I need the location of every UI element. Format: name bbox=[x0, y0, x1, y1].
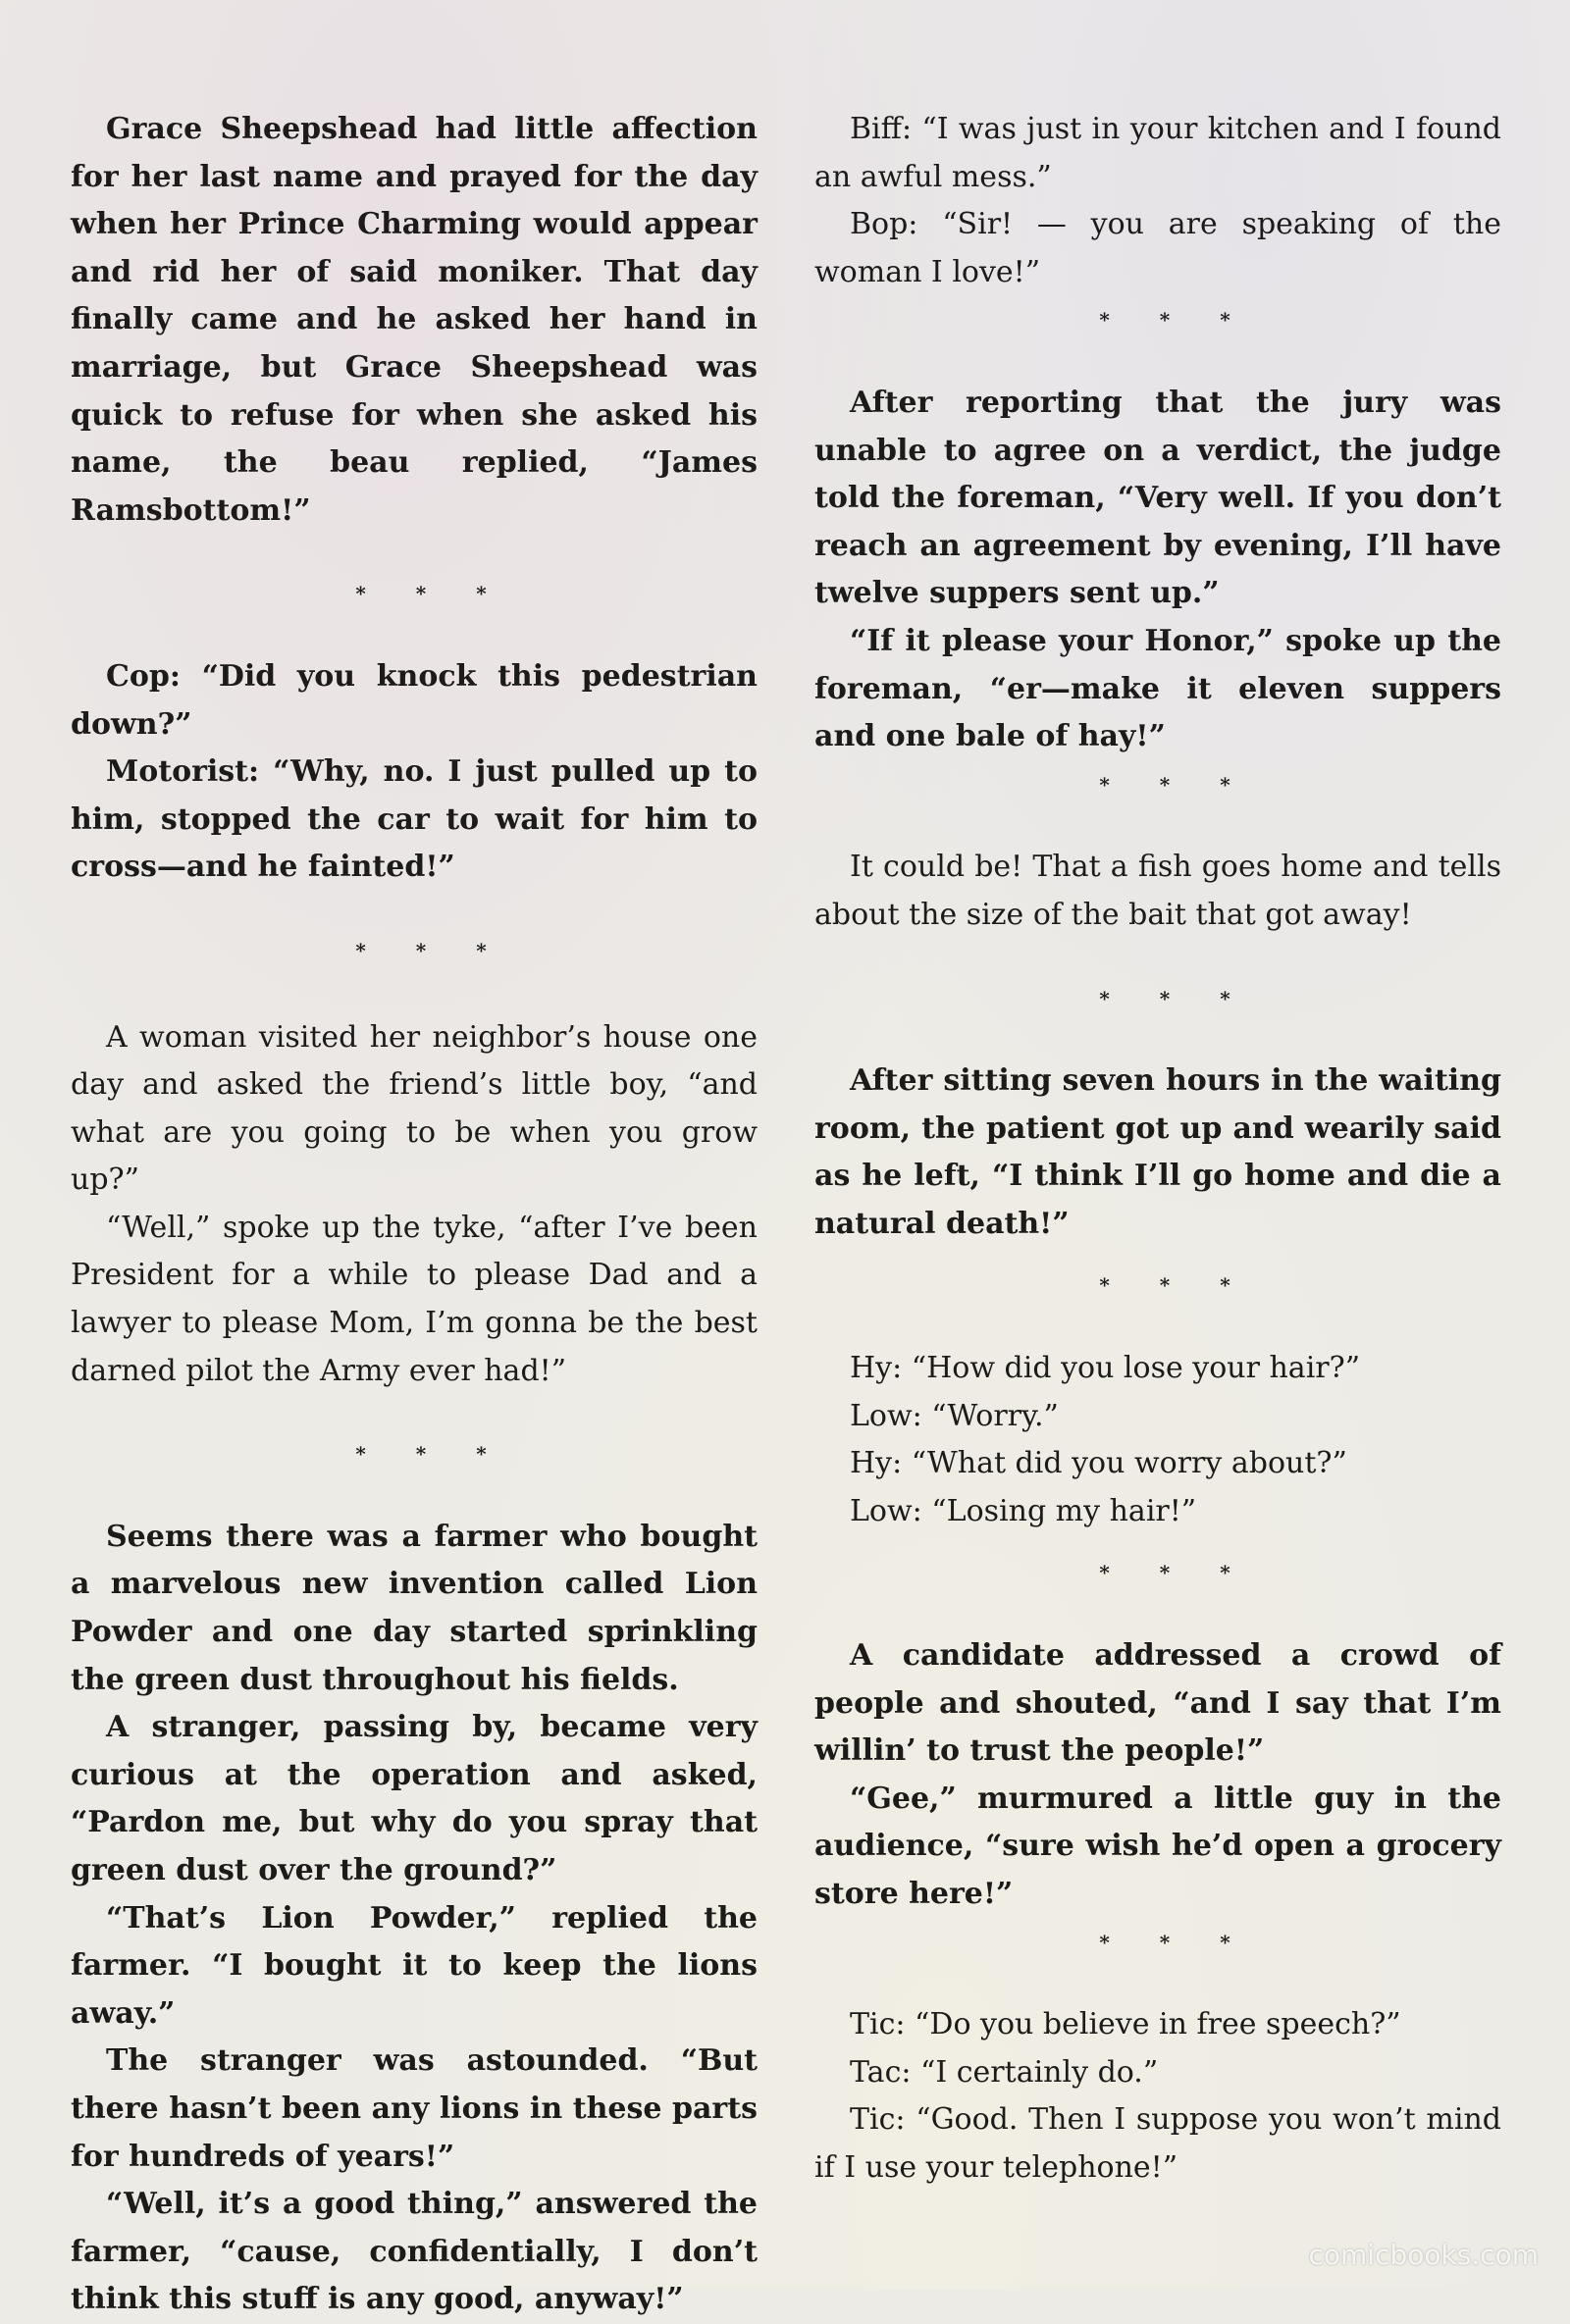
joke-neighbor: A woman visited her neighbor’s house one day and asked the friend’s little boy, “and what are you going to be when you grow up?” bbox=[71, 1019, 758, 1198]
separator-stars: * * * bbox=[1099, 986, 1252, 1010]
joke-low-line-2: Low: “Losing my hair!” bbox=[850, 1493, 1197, 1528]
joke-tic-line-2: Tic: “Good. Then I suppose you won’t mind if I use your telephone!” bbox=[814, 2102, 1501, 2185]
joke-patient: After sitting seven hours in the waiting room, the patient got up and wearily said as he left, “I think I’ll go home and die a natural death!” bbox=[814, 1063, 1501, 1241]
separator-stars: * * * bbox=[1099, 1561, 1252, 1585]
separator-stars: * * * bbox=[1099, 308, 1252, 333]
joke-farmer-reply: “That’s Lion Powder,” replied the farmer. “I bought it to keep the lions away.” bbox=[71, 1900, 758, 2031]
joke-guy-reply: “Gee,” murmured a little guy in the audience, “sure wish he’d open a grocery store here!” bbox=[814, 1781, 1501, 1911]
joke-jury: After reporting that the jury was unable to agree on a verdict, the judge told the foreman, “Very well. If you don’t reach an agreement by evening, I’ll have twelve suppers sent up.” bbox=[814, 385, 1501, 611]
joke-sheepshead: Grace Sheepshead had little affection for her last name and prayed for the day when her Prince Charming would appear and rid her of said moniker. That day finally came and he asked her hand in marriage, but Grace Sheepshead was quick to refuse for when she asked his name, the beau replied, “James Ramsbottom!” bbox=[71, 112, 758, 528]
watermark-text: comicbooks.com bbox=[1308, 2239, 1539, 2271]
left-column bbox=[71, 106, 758, 2324]
joke-tac-line: Tac: “I certainly do.” bbox=[850, 2054, 1159, 2090]
joke-low-line-1: Low: “Worry.” bbox=[850, 1398, 1059, 1433]
joke-biff-line: Biff: “I was just in your kitchen and I found an awful mess.” bbox=[814, 112, 1501, 194]
separator-stars: * * * bbox=[355, 1442, 508, 1467]
separator-stars: * * * bbox=[355, 582, 508, 606]
joke-candidate: A candidate addressed a crowd of people and shouted, “and I say that I’m willin’ to trust the people!” bbox=[814, 1638, 1501, 1769]
separator-stars: * * * bbox=[1099, 772, 1252, 797]
joke-tic-line-1: Tic: “Do you believe in free speech?” bbox=[850, 2007, 1401, 2042]
joke-bop-line: Bop: “Sir! — you are speaking of the woman I love!” bbox=[814, 207, 1501, 289]
joke-stranger-astounded: The stranger was astounded. “But there hasn’t been any lions in these parts for hundreds of years!” bbox=[71, 2043, 758, 2174]
joke-stranger-question: A stranger, passing by, became very curious at the operation and asked, “Pardon me, but why do you spray that green dust over the ground?” bbox=[71, 1710, 758, 1887]
joke-tyke-reply: “Well,” spoke up the tyke, “after I’ve been President for a while to please Dad and a lawyer to please Mom, I’m gonna be the best darned pilot the Army ever had!” bbox=[71, 1210, 758, 1388]
joke-farmer-intro: Seems there was a farmer who bought a marvelous new invention called Lion Powder and one day started sprinkling the green dust throughout his fields. bbox=[71, 1519, 758, 1697]
joke-fish: It could be! That a fish goes home and tells about the size of the bait that got away! bbox=[814, 850, 1501, 932]
joke-hy-line-2: Hy: “What did you worry about?” bbox=[850, 1446, 1347, 1481]
joke-cop-line: Cop: “Did you knock this pedestrian down?” bbox=[71, 658, 758, 742]
joke-foreman-reply: “If it please your Honor,” spoke up the foreman, “er—make it eleven suppers and one bale of hay!” bbox=[814, 623, 1501, 754]
separator-stars: * * * bbox=[355, 938, 508, 962]
right-column bbox=[814, 106, 1501, 2193]
joke-motorist-line: Motorist: “Why, no. I just pulled up to him, stopped the car to wait for him to cross—and he fainted!” bbox=[71, 754, 758, 885]
joke-hy-line-1: Hy: “How did you lose your hair?” bbox=[850, 1351, 1361, 1386]
separator-stars: * * * bbox=[1099, 1930, 1252, 1954]
separator-stars: * * * bbox=[1099, 1273, 1252, 1298]
joke-farmer-punchline: “Well, it’s a good thing,” answered the farmer, “cause, confidentially, I don’t think this stuff is any good, anyway!” bbox=[71, 2187, 758, 2317]
